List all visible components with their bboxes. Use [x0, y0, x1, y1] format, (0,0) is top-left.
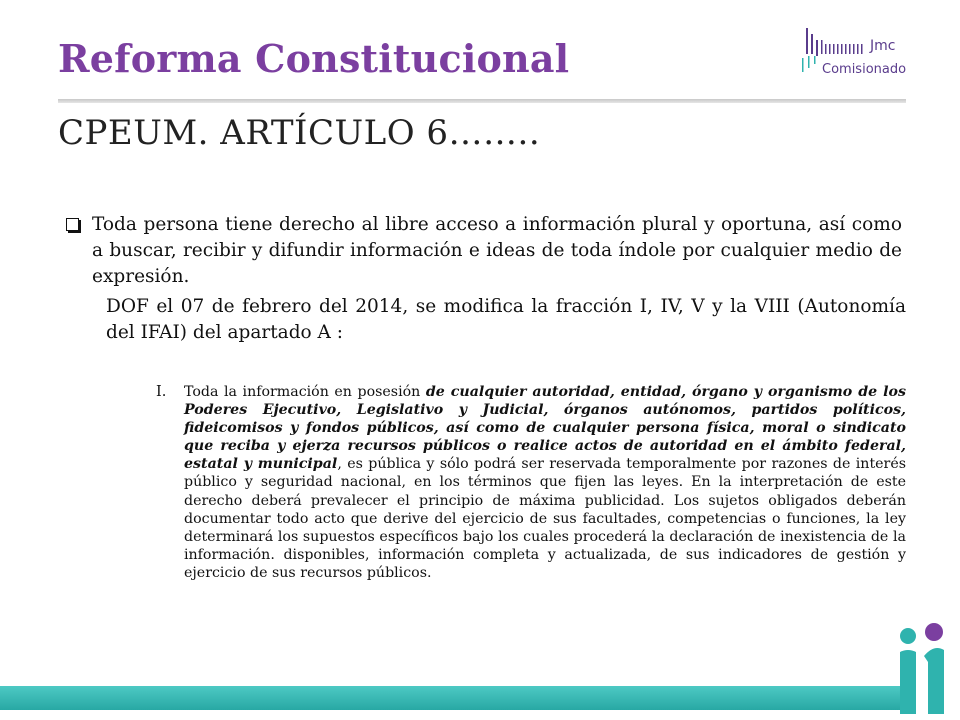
fraction-text-end: , es pública y sólo podrá ser reservada temporalmente por razones de interés público y seguridad nacional, en los términos que fijen las leyes. En la interpretación de este derecho deberá prevalecer el principio de máxima publicidad. Los sujetos obligados deberán documentar todo acto que derive del ejercicio de sus facultades, competencias o funciones, la ley determinará los supuestos específicos bajo los cuales procederá la declaración de inexistencia de la información. disponibles, información completa y actualizada, de sus indicadores de gestión y ejercicio de sus recursos públicos. [184, 456, 907, 581]
fraction-numeral: I. [156, 384, 167, 400]
slide-title: Reforma Constitucional [58, 36, 570, 81]
ifai-ii-logo-icon [894, 622, 954, 718]
footer-bar [0, 686, 905, 710]
checkbox-square-icon [66, 218, 79, 231]
bullet-text: Toda persona tiene derecho al libre acceso a información plural y oportuna, así como a buscar, recibir y difundir información e ideas de toda índole por cualquier medio de expresión. [92, 214, 902, 287]
dof-paragraph: DOF el 07 de febrero del 2014, se modifica la fracción I, IV, V y la VIII (Autonomía del IFAI) del apartado A : [106, 296, 906, 343]
slide-subtitle: CPEUM. ARTÍCULO 6…….. [58, 113, 541, 153]
fraction-text-start: Toda la información en posesión [184, 384, 426, 400]
barcode-logo-icon [800, 26, 940, 86]
logo-name: Jmc [870, 38, 896, 54]
fraction-paragraph [184, 383, 906, 582]
logo-subtitle: Comisionado [822, 62, 907, 77]
fraction-emphasis: de cualquier autoridad, entidad, órgano y organismo de los Poderes Ejecutivo, Legislativo y Judicial, órganos autónomos, partidos políticos, fideicomisos y fondos públicos, así como de cualquier persona física, moral o sindicato que reciba y ejerza recursos públicos o realice actos de autoridad en el ámbito federal, estatal y municipal [184, 384, 906, 473]
commissioner-logo [800, 26, 940, 86]
header-divider [58, 99, 906, 103]
